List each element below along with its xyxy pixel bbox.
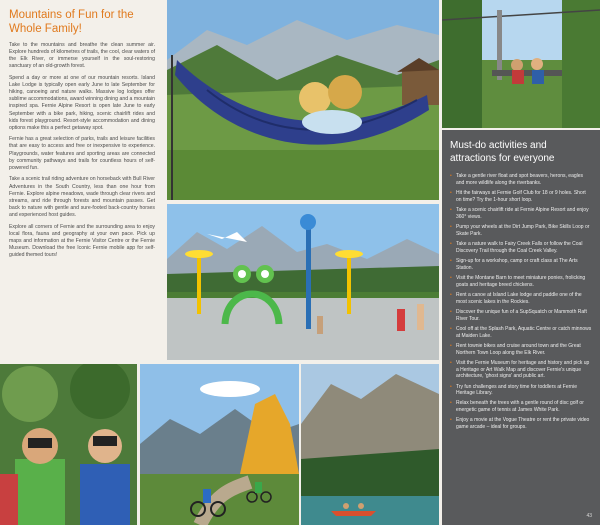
list-item: • Pump your wheels at the Dirt Jump Park, Bike Skills Loop or Skate Park. <box>450 224 592 238</box>
intro-paragraph-1: Take to the mountains and breathe the clean summer air. Explore hundreds of kilometres of trails, the cool, clear waters of the Elk River, or immerse yourself in the soul-restoring sanctuary of an old-growth forest. <box>9 42 156 70</box>
list-item: • Sign-up for a workshop, camp or craft class at The Arts Station. <box>450 258 592 272</box>
page-title-line-1: Mountains of Fun for the <box>9 9 134 21</box>
list-item: • Enjoy a movie at the Vogue Theatre or rent the private video game arcade – ideal for groups. <box>450 417 592 431</box>
panel-title-line-2: attractions for everyone <box>450 152 555 164</box>
page-title-line-2: Whole Family! <box>9 23 82 36</box>
intro-paragraph-4: Take a scenic trail riding adventure on horseback with Bull River Adventures in the South Country, less than one hour from Fernie. Explore alpine meadows, wade through clear rivers and streams, and ride through forests and mountain passes. Get back to nature with gentle and sure-footed back-country horses and experienced host guides. <box>9 176 155 218</box>
page-number: 43 <box>586 513 592 519</box>
intro-paragraph-5: Explore all corners of Fernie and the surrounding area to enjoy local flora, fauna and geography at your own pace. Pick up maps and information at the Fernie Visitor Centre or the Fernie Museum. Download the free Iconic Fernie mobile app for self-guided themed tours! <box>9 223 155 258</box>
chairlift-photo <box>442 0 600 128</box>
bikes-photo <box>140 364 299 525</box>
list-item: • Try fun challenges and story time for toddlers at Fernie Heritage Library. <box>450 384 592 398</box>
must-do-panel <box>442 130 600 525</box>
panel-title <box>450 140 592 165</box>
panel-title-line-1: Must-do activities and <box>450 140 547 151</box>
canoe-photo <box>301 364 439 525</box>
list-item: • Hit the fairways at Fernie Golf Club for 18 or 9 holes. Short on time? Try the 1-hour short loop. <box>450 190 592 204</box>
list-item: • Take a gentle river float and spot beavers, herons, eagles and more wildlife along the riverbanks. <box>450 173 592 187</box>
list-item: • Visit the Fernie Museum for heritage and history and pick up a Heritage or Art Walk Map and discover Fernie's unique architecture, 'ghost signs' and public art. <box>450 360 592 381</box>
list-item: • Rent townie bikes and cruise around town and the Great Northern Town Loop along the Elk River. <box>450 343 592 357</box>
list-item: • Cool off at the Splash Park, Aquatic Centre or catch minnows at Maiden Lake. <box>450 326 592 340</box>
splash-park-photo <box>167 204 439 360</box>
binoculars-photo <box>0 364 137 525</box>
intro-paragraph-2: Spend a day or more at one of our mountain resorts. Island Lake Lodge is typically open early June to late September for hiking, canoeing and nature walks. Massive log lodges offer sublime accommodations, award winning dining and a mountain inspired spa. Fernie Alpine Resort is open late June to early September with a bike park, hiking, scenic chairlift rides and kids forest playground. Resort-style accommodation and dining options make this a perfect getaway spot. <box>9 74 155 131</box>
list-item: • Discover the unique fun of a SupSquatch or Mammoth Raft River Tour. <box>450 309 592 323</box>
list-item: • Visit the Montane Barn to meet miniature ponies, frolicking goats and heritage breed chickens. <box>450 275 592 289</box>
page-title <box>9 8 155 36</box>
list-item: • Take a scenic chairlift ride at Fernie Alpine Resort and enjoy 360° views. <box>450 207 592 221</box>
list-item: • Take a nature walk to Fairy Creek Falls or follow the Coal Discovery Trail through the Coal Creek Valley. <box>450 241 592 255</box>
activity-list <box>450 173 592 431</box>
intro-paragraph-3: Fernie has a great selection of parks, trails and leisure facilities that are easy to access and free or inexpensive to experience. Playgrounds, water features and sporting areas are connected by community pathways and trails for countless hours of self-powered fun. <box>9 136 155 171</box>
hammock-photo <box>167 0 439 200</box>
list-item: • Relax beneath the trees with a gentle round of disc golf or energetic game of tennis at James White Park. <box>450 400 592 414</box>
intro-column <box>0 0 163 362</box>
list-item: • Rent a canoe at Island Lake lodge and paddle one of the most scenic lakes in the Rockies. <box>450 292 592 306</box>
